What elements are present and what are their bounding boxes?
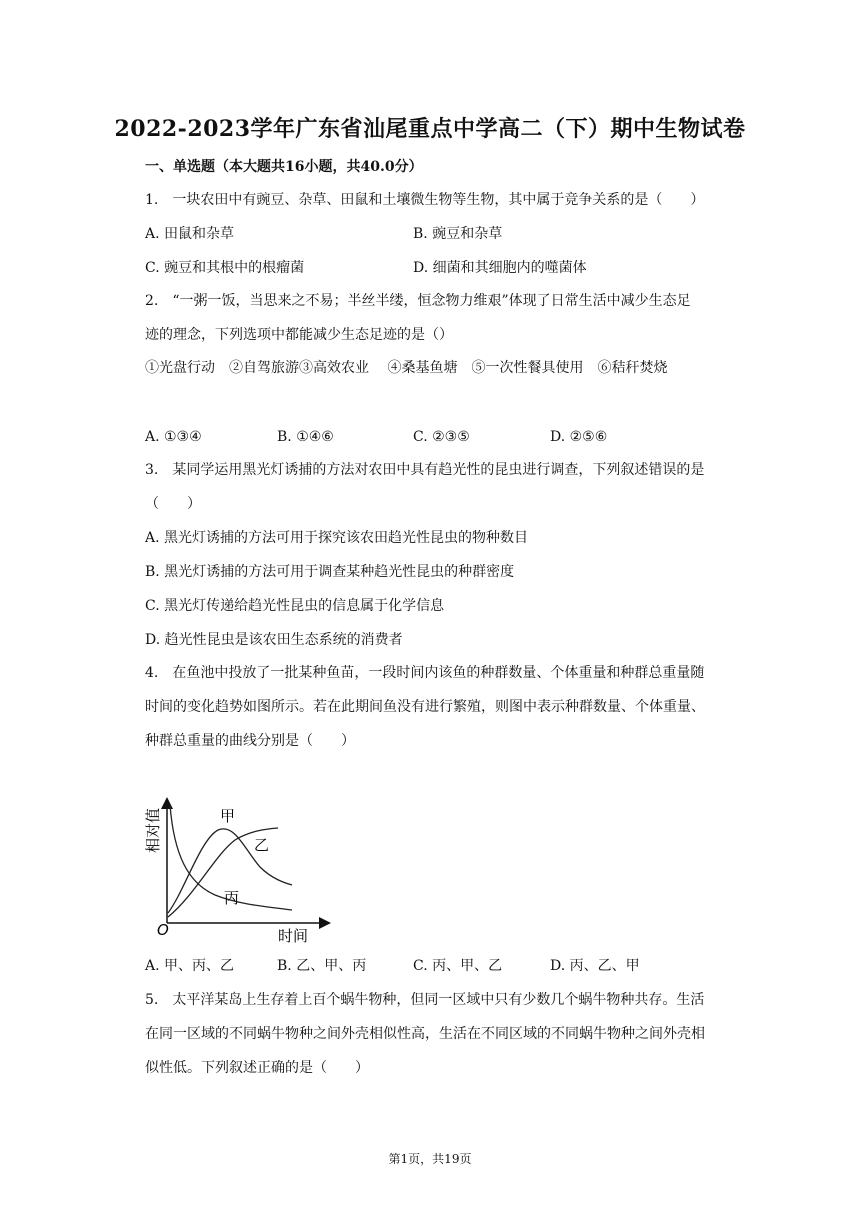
q2-option-d: D. ②⑤⑥ xyxy=(550,429,608,445)
question-2-stem-line1: 2. “一粥一饭，当思来之不易；半丝半缕，恒念物力维艰”体现了日常生活中减少生态足 xyxy=(145,293,691,309)
question-1-stem: 1. 一块农田中有豌豆、杂草、田鼠和土壤微生物等生物，其中属于竞争关系的是（ ） xyxy=(145,192,705,208)
page-title: 2022-2023学年广东省汕尾重点中学高二（下）期中生物试卷 xyxy=(114,116,746,142)
x-axis-label: 时间 xyxy=(278,927,309,945)
curve-yi-label: 乙 xyxy=(254,836,270,854)
page-footer: 第1页，共19页 xyxy=(388,1152,472,1166)
question-4-stem-line3: 种群总重量的曲线分别是（ ） xyxy=(145,733,355,749)
question-4-stem-line1: 4. 在鱼池中投放了一批某种鱼苗，一段时间内该鱼的种群数量、个体重量和种群总重量随 xyxy=(145,665,705,681)
origin-label: O xyxy=(157,921,169,939)
y-axis-label: 相对值 xyxy=(144,807,162,853)
q2-option-c: C. ②③⑤ xyxy=(413,429,470,445)
q4-option-b: B. 乙、甲、丙 xyxy=(277,958,367,974)
q1-option-b: B. 豌豆和杂草 xyxy=(413,226,503,242)
q1-option-c: C. 豌豆和其根中的根瘤菌 xyxy=(145,260,305,276)
q3-option-b: B. 黑光灯诱捕的方法可用于调查某种趋光性昆虫的种群密度 xyxy=(145,564,515,580)
section-heading: 一、单选题（本大题共16小题，共40.0分） xyxy=(145,159,423,175)
q4-option-d: D. 丙、乙、甲 xyxy=(550,958,640,974)
question-3-stem-line2: （ ） xyxy=(145,496,201,512)
q3-option-d: D. 趋光性昆虫是该农田生态系统的消费者 xyxy=(145,632,403,648)
curve-jia-label: 甲 xyxy=(220,807,236,825)
q4-option-c: C. 丙、甲、乙 xyxy=(413,958,503,974)
q4-option-a: A. 甲、丙、乙 xyxy=(145,958,235,974)
q3-option-c: C. 黑光灯传递给趋光性昆虫的信息属于化学信息 xyxy=(145,598,445,614)
q1-option-a: A. 田鼠和杂草 xyxy=(145,226,235,242)
growth-curve-figure xyxy=(140,795,340,945)
q3-option-a: A. 黑光灯诱捕的方法可用于探究该农田趋光性昆虫的物种数目 xyxy=(145,530,529,546)
question-2-stem-line2: 迹的理念，下列选项中都能减少生态足迹的是（） xyxy=(145,327,453,343)
q2-option-a: A. ①③④ xyxy=(145,429,202,445)
question-3-stem-line1: 3. 某同学运用黑光灯诱捕的方法对农田中具有趋光性的昆虫进行调查，下列叙述错误的是 xyxy=(145,462,705,478)
question-5-stem-line1: 5. 太平洋某岛上生存着上百个蜗牛物种，但同一区域中只有少数几个蜗牛物种共存。生活 xyxy=(145,992,705,1008)
curve-bing-label: 丙 xyxy=(224,889,240,907)
question-2-items: ①光盘行动 ②自驾旅游③高效农业 ④桑基鱼塘 ⑤一次性餐具使用 ⑥秸秆焚烧 xyxy=(145,360,668,376)
q1-option-d: D. 细菌和其细胞内的噬菌体 xyxy=(413,260,587,276)
question-4-stem-line2: 时间的变化趋势如图所示。若在此期间鱼没有进行繁殖，则图中表示种群数量、个体重量、 xyxy=(145,699,705,715)
question-5-stem-line2: 在同一区域的不同蜗牛物种之间外壳相似性高，生活在不同区域的不同蜗牛物种之间外壳相 xyxy=(145,1026,705,1042)
question-5-stem-line3: 似性低。下列叙述正确的是（ ） xyxy=(145,1060,369,1076)
q2-option-b: B. ①④⑥ xyxy=(277,429,334,445)
